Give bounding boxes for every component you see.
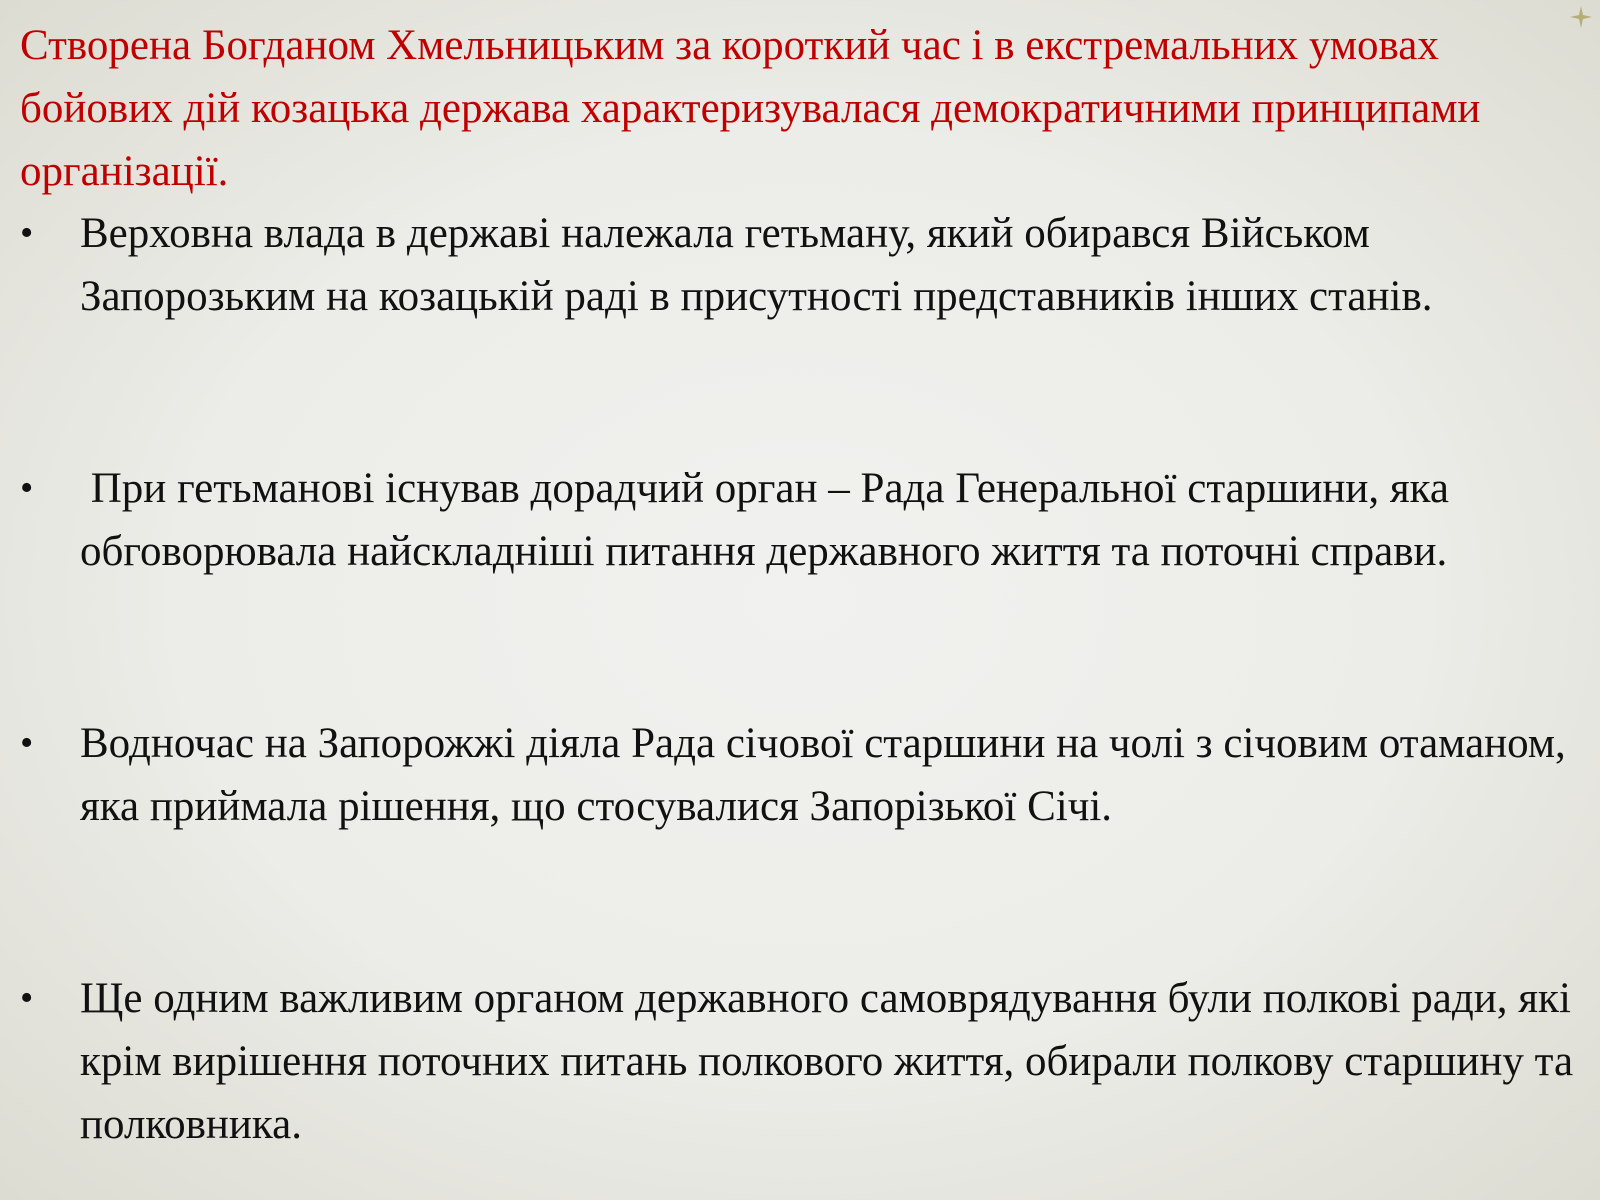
intro-text: Створена Богданом Хмельницьким за короткий час і в екстремальних умовах бойових дій козацька держава характеризувалася демократичними принципами організації. — [20, 22, 1481, 195]
bullet-text: Водночас на Запорожжі діяла Рада січової старшини на чолі з січовим отаманом, яка приймала рішення, що стосувалися Запорізької Січі. — [80, 720, 1566, 830]
star-cross-icon — [1570, 6, 1592, 28]
bullet-icon: • — [20, 212, 34, 254]
bullet-text: Ще одним важливим органом державного самоврядування були полкові ради, які крім вирішення поточних питань полкового життя, обирали полкову старшину та полковника. — [80, 975, 1574, 1148]
bullet-icon: • — [20, 467, 34, 509]
list-item — [0, 202, 1580, 391]
bullet-icon: • — [20, 722, 34, 764]
bullet-list — [0, 202, 1580, 1200]
bullet-text: При гетьманові існував дорадчий орган – Рада Генеральної старшини, яка обговорювала найскладніші питання державного життя та поточні справи. — [80, 465, 1460, 575]
bullet-icon: • — [20, 977, 34, 1019]
bullet-text: Верховна влада в державі належала гетьману, який обирався Військом Запорозьким на козацькій раді в присутності представників інших станів. — [80, 210, 1433, 320]
list-item — [0, 712, 1580, 901]
list-item — [0, 967, 1580, 1156]
list-item — [0, 457, 1580, 646]
